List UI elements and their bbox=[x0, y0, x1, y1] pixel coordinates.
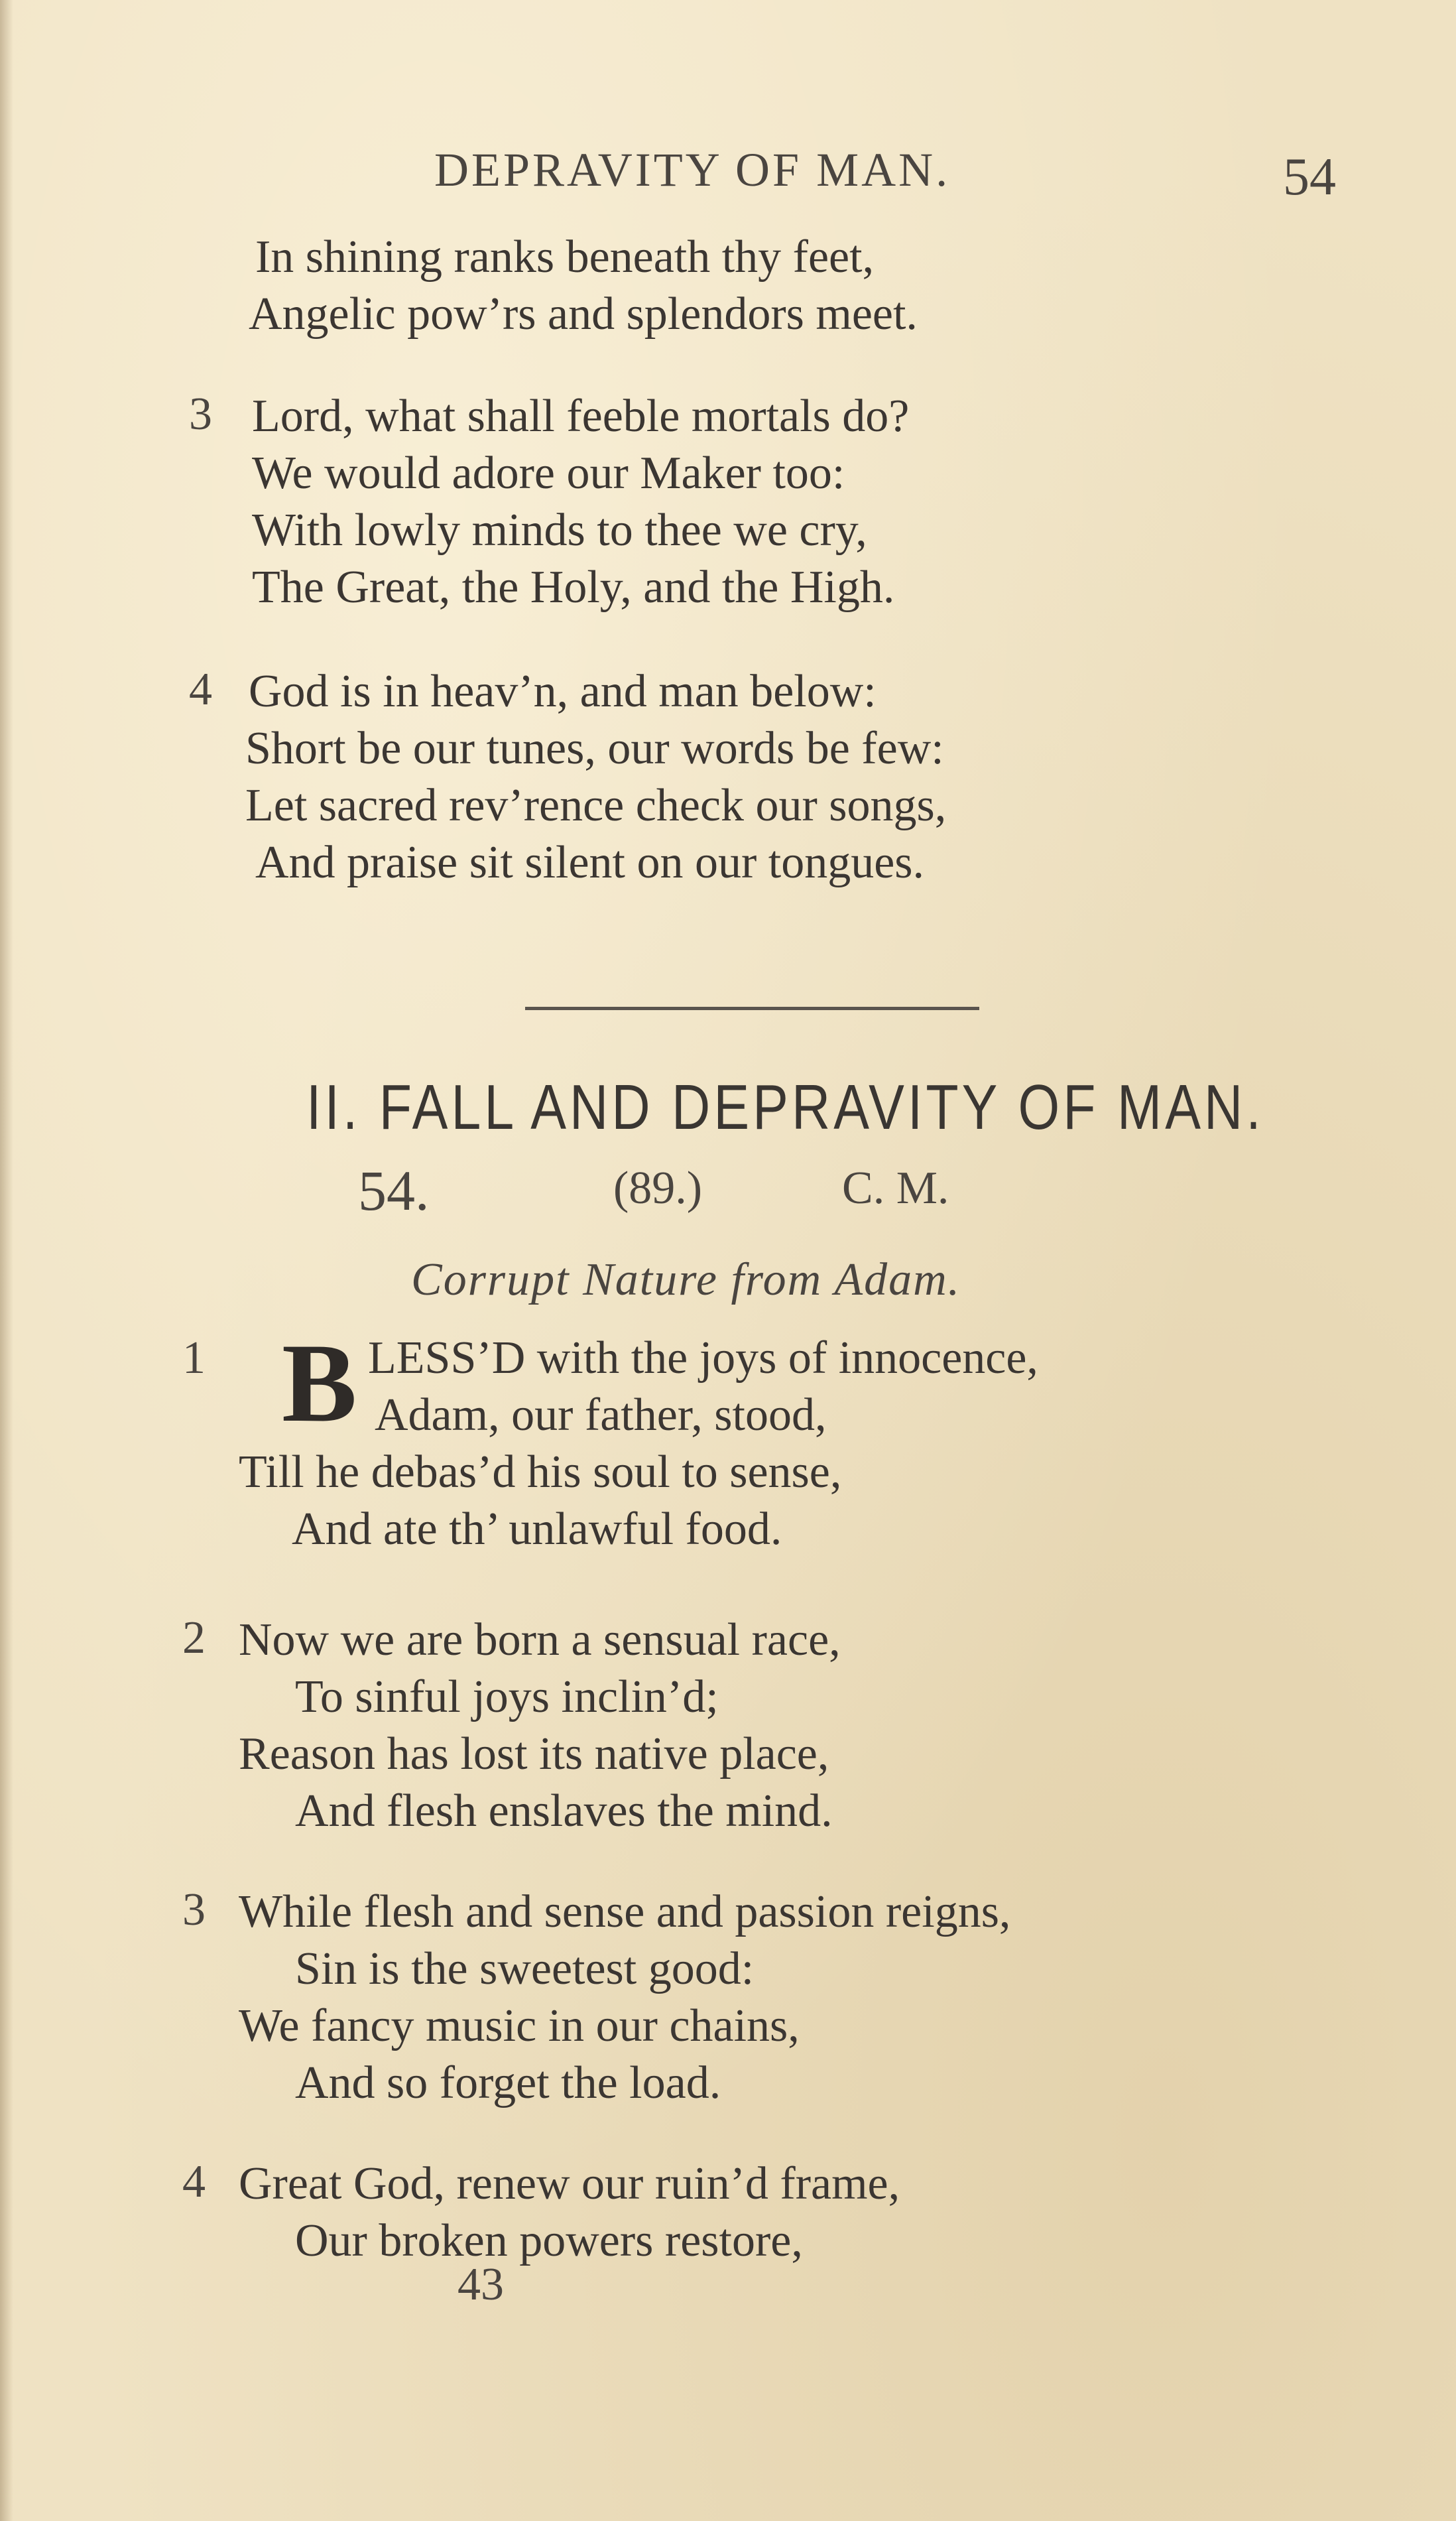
hymn-meter: C. M. bbox=[842, 1163, 949, 1214]
verse-line: Let sacred rev’rence check our songs, bbox=[245, 780, 947, 831]
verse-number: 2 bbox=[182, 1612, 206, 1663]
drop-cap: B bbox=[282, 1321, 357, 1445]
section-divider bbox=[525, 1007, 979, 1010]
page-edge-shadow bbox=[0, 0, 13, 2521]
verse-line: To sinful joys inclin’d; bbox=[295, 1671, 719, 1722]
verse-line: The Great, the Holy, and the High. bbox=[252, 562, 895, 613]
verse-line: Short be our tunes, our words be few: bbox=[245, 723, 944, 774]
verse-line: Till he debas’d his soul to sense, bbox=[239, 1447, 842, 1498]
verse-line: Lord, what shall feeble mortals do? bbox=[252, 391, 910, 442]
verse-number: 4 bbox=[189, 664, 212, 715]
verse-line: Now we are born a sensual race, bbox=[239, 1614, 841, 1665]
verse-line: We would adore our Maker too: bbox=[252, 448, 845, 499]
hymn-number: 54. bbox=[358, 1159, 430, 1222]
verse-line: LESS’D with the joys of innocence, bbox=[368, 1332, 1038, 1384]
verse-line: We fancy music in our chains, bbox=[239, 2000, 800, 2051]
verse-line: Our broken powers restore, bbox=[295, 2215, 803, 2266]
verse-line: While flesh and sense and passion reigns, bbox=[239, 1886, 1011, 1937]
hymn-alt-number: (89.) bbox=[613, 1163, 703, 1214]
running-head: DEPRAVITY OF MAN. bbox=[434, 143, 951, 196]
verse-line: And praise sit silent on our tongues. bbox=[255, 837, 925, 888]
page-number: 54 bbox=[1283, 148, 1336, 206]
continuation-line: In shining ranks beneath thy feet, bbox=[255, 231, 875, 283]
verse-line: And flesh enslaves the mind. bbox=[295, 1785, 833, 1837]
verse-line: God is in heav’n, and man below: bbox=[249, 666, 877, 717]
section-title: II. FALL AND DEPRAVITY OF MAN. bbox=[306, 1072, 1264, 1143]
signature-mark: 43 bbox=[457, 2259, 504, 2310]
verse-number: 4 bbox=[182, 2156, 206, 2207]
verse-number: 3 bbox=[182, 1884, 206, 1935]
continuation-line: Angelic pow’rs and splendors meet. bbox=[249, 289, 918, 340]
verse-number: 3 bbox=[189, 389, 212, 440]
verse-line: Great God, renew our ruin’d frame, bbox=[239, 2158, 900, 2209]
verse-number: 1 bbox=[182, 1332, 206, 1384]
verse-line: And so forget the load. bbox=[295, 2057, 721, 2108]
verse-line: With lowly minds to thee we cry, bbox=[252, 505, 867, 556]
verse-line: Sin is the sweetest good: bbox=[295, 1943, 755, 1994]
hymn-subtitle: Corrupt Nature from Adam. bbox=[411, 1254, 961, 1305]
verse-line: Reason has lost its native place, bbox=[239, 1728, 829, 1779]
verse-line: And ate th’ unlawful food. bbox=[292, 1504, 782, 1555]
verse-line: Adam, our father, stood, bbox=[375, 1390, 827, 1441]
